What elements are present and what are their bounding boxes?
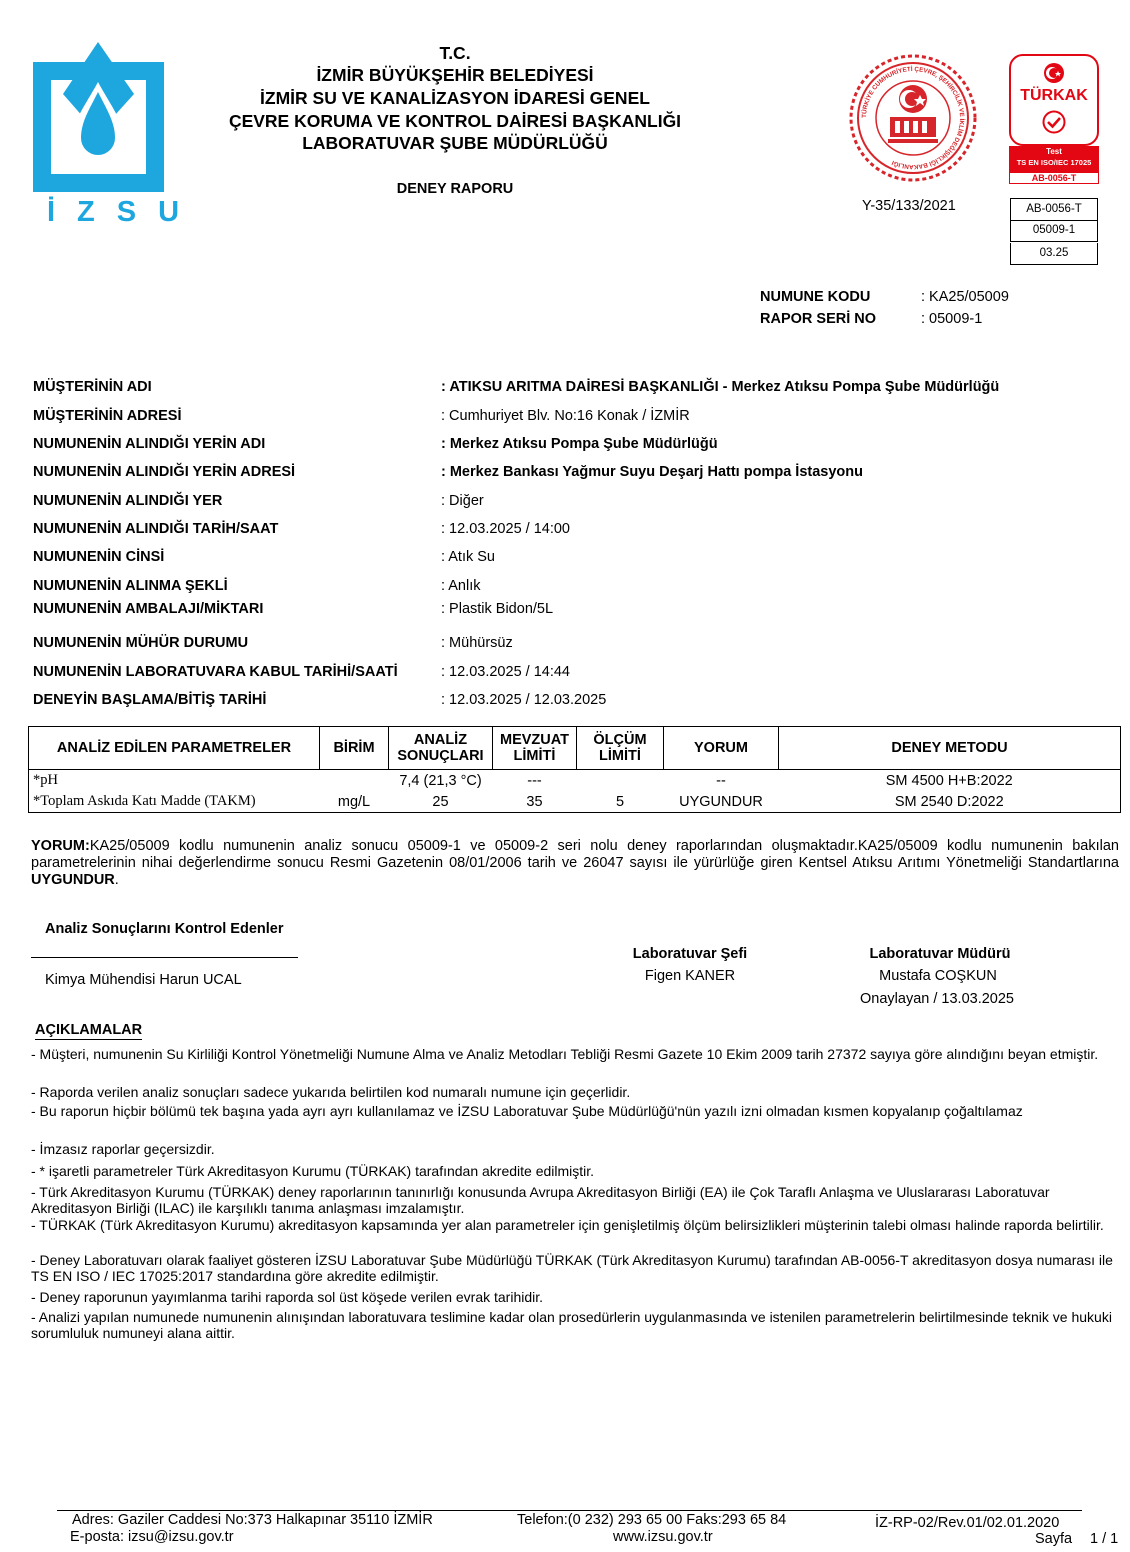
info-label: NUMUNENİN LABORATUVARA KABUL TARİHİ/SAATİ	[33, 664, 398, 680]
report-serial-value: : 05009-1	[921, 311, 983, 327]
explanation-item: - Bu raporun hiçbir bölümü tek başına yada ayrı ayrı kullanılamaz ve İZSU Laboratuvar Şube Müdürlüğü'nün yazılı izni olmadan kısmen kopyalanıp çoğaltılamaz	[31, 1103, 1023, 1119]
info-label: NUMUNENİN CİNSİ	[33, 549, 165, 565]
ministry-seal	[848, 53, 978, 183]
cell-method: SM 4500 H+B:2022	[885, 772, 1013, 789]
info-label: MÜŞTERİNİN ADI	[33, 379, 152, 395]
cell-measurement-limit: 5	[615, 793, 625, 810]
explanation-item: - Deney Laboratuvarı olarak faaliyet gösteren İZSU Laboratuvar Şube Müdürlüğü TÜRKAK (Türk Akreditasyon Kurumu) tarafından AB-0056-T akreditasyon dosya numarası ile TS EN ISO / IEC 17025:2017 standardına göre akredite edilmiştir.	[31, 1252, 1113, 1284]
approval-date: Onaylayan / 13.03.2025	[860, 991, 1014, 1007]
footer-divider	[57, 1510, 1082, 1511]
controllers-divider	[31, 957, 298, 958]
explanation-item: - Analizi yapılan numunede numunenin alınışından laboratuvara teslimine kadar olan prosedürlerin uygulanmasında ve istenilen parametrelerin belirtilmesinde teknik ve hukuki sorumluluk numuneyi alana aittir.	[31, 1309, 1112, 1341]
explanation-item: - TÜRKAK (Türk Akreditasyon Kurumu) akreditasyon kapsamında yer alan parametreler için genişletilmiş ölçüm belirsizlikleri müşterinin talebi olması halinde raporda belirtilir.	[31, 1217, 1104, 1233]
col-measurement-limit: ÖLÇÜM LİMİTİ	[577, 727, 664, 770]
col-results: ANALİZ SONUÇLARI	[389, 727, 493, 770]
cell-method: SM 2540 D:2022	[894, 793, 1004, 810]
comment-label: YORUM:	[31, 838, 90, 854]
serial-code-box: 05009-1	[1010, 220, 1098, 242]
controller-name: Kimya Mühendisi Harun UCAL	[45, 972, 242, 988]
accreditation-code-box: AB-0056-T	[1010, 198, 1098, 221]
footer-phone: Telefon:(0 232) 293 65 00 Faks:293 65 84	[517, 1512, 787, 1528]
footer-doc-code: İZ-RP-02/Rev.01/02.01.2020	[875, 1515, 1060, 1531]
info-value: : Merkez Bankası Yağmur Suyu Deşarj Hattı pompa İstasyonu	[441, 464, 863, 480]
header-line-5: LABORATUVAR ŞUBE MÜDÜRLÜĞÜ	[302, 133, 608, 153]
controllers-title: Analiz Sonuçlarını Kontrol Edenler	[45, 921, 284, 937]
info-label: NUMUNENİN ALINDIĞI TARİH/SAAT	[33, 521, 279, 537]
seal-ring-text	[848, 53, 978, 183]
header-line-2: İZMİR BÜYÜKŞEHİR BELEDİYESİ	[316, 65, 594, 85]
cell-parameter: *pH	[33, 772, 58, 788]
svg-text:TÜRKİYE CUMHURİYETİ ÇEVRE, ŞEH	[859, 65, 966, 170]
info-value: : Cumhuriyet Blv. No:16 Konak / İZMİR	[441, 408, 690, 424]
info-label: NUMUNENİN ALINDIĞI YER	[33, 493, 223, 509]
info-value: : ATIKSU ARITMA DAİRESİ BAŞKANLIĞI - Merkez Atıksu Pompa Şube Müdürlüğü	[441, 379, 1000, 395]
footer-address: Adres: Gaziler Caddesi No:373 Halkapınar 35110 İZMİR	[72, 1512, 433, 1528]
checkmark-icon	[1042, 110, 1066, 134]
info-label: NUMUNENİN ALINMA ŞEKLİ	[33, 578, 228, 594]
col-comment: YORUM	[664, 727, 779, 770]
footer-page-label: Sayfa	[1035, 1531, 1073, 1547]
cell-comment: --	[716, 772, 726, 789]
col-method: DENEY METODU	[779, 727, 1121, 770]
turkak-standard: TS EN ISO/IEC 17025	[1016, 158, 1092, 167]
col-regulation-limit: MEVZUAT LİMİTİ	[493, 727, 577, 770]
header-line-3: İZMİR SU VE KANALİZASYON İDARESİ GENEL	[260, 88, 650, 108]
explanation-item: - * işaretli parametreler Türk Akreditasyon Kurumu (TÜRKAK) tarafından akredite edilmiştir.	[31, 1163, 595, 1179]
info-label: NUMUNENİN AMBALAJI/MİKTARI	[33, 601, 264, 617]
cell-unit	[320, 770, 389, 792]
manager-title: Laboratuvar Müdürü	[869, 946, 1011, 962]
cell-measurement-limit	[577, 770, 664, 792]
comment-text: KA25/05009 kodlu numunenin analiz sonucu 05009-1 ve 05009-2 seri nolu deney raporlarından oluşmaktadır.KA25/05009 kodlu numunenin bakılan parametrelerinin nihai değerlendirme sonucu Resmi Gazetenin 08/01/2006 tarih ve 26047 sayısı ile yürürlüğe giren Kentsel Atıksu Arıtımı Yönetmeliği Standartlarına	[31, 838, 1119, 871]
explanation-item: - Deney raporunun yayımlanma tarihi raporda sol üst köşede verilen evrak tarihidir.	[31, 1289, 544, 1305]
info-value: : 12.03.2025 / 14:00	[441, 521, 570, 537]
col-unit: BİRİM	[320, 727, 389, 770]
sample-code-label: NUMUNE KODU	[760, 289, 871, 305]
info-value: : Diğer	[441, 493, 484, 509]
header-line-4: ÇEVRE KORUMA VE KONTROL DAİRESİ BAŞKANLIĞI	[228, 111, 682, 131]
crescent-star-icon	[1043, 62, 1065, 84]
info-label: NUMUNENİN ALINDIĞI YERİN ADRESİ	[33, 464, 296, 480]
cell-comment: UYGUNDUR	[679, 793, 763, 810]
info-value: : 12.03.2025 / 12.03.2025	[441, 692, 607, 708]
info-value: : Merkez Atıksu Pompa Şube Müdürlüğü	[441, 436, 718, 452]
col-parameters: ANALİZ EDİLEN PARAMETRELER	[29, 727, 320, 770]
chief-title: Laboratuvar Şefi	[632, 946, 748, 962]
table-row	[29, 770, 1121, 792]
header-line-1: T.C.	[439, 43, 471, 63]
results-table	[28, 726, 1121, 813]
logo-text: İZSU	[47, 196, 202, 228]
info-value: : Atık Su	[441, 549, 495, 565]
results-body	[29, 770, 1121, 813]
turkak-code: AB-0056-T	[1009, 172, 1099, 184]
info-label: NUMUNENİN ALINDIĞI YERİN ADI	[33, 436, 266, 452]
info-value: : Plastik Bidon/5L	[441, 601, 554, 617]
chief-name: Figen KANER	[644, 968, 736, 984]
turkak-badge	[1009, 54, 1099, 184]
explanation-item: - Müşteri, numunenin Su Kirliliği Kontrol Yönetmeliği Numune Alma ve Analiz Metodları Tebliği Resmi Gazete 10 Ekim 2009 tarih 27372 sayıya göre alındığını beyan etmiştir.	[31, 1046, 1099, 1062]
info-label: DENEYİN BAŞLAMA/BİTİŞ TARİHİ	[33, 692, 267, 708]
turkak-brand: TÜRKAK	[1020, 87, 1088, 104]
footer-email: E-posta: izsu@izsu.gov.tr	[70, 1529, 234, 1545]
info-label: NUMUNENİN MÜHÜR DURUMU	[33, 635, 249, 651]
comment-verdict: UYGUNDUR	[31, 872, 115, 888]
cell-regulation-limit: 35	[526, 793, 543, 810]
turkak-sub: Test	[1046, 147, 1062, 156]
cell-parameter: *Toplam Askıda Katı Madde (TAKM)	[33, 793, 256, 809]
date-code-box: 03.25	[1010, 243, 1098, 265]
info-value: : 12.03.2025 / 14:44	[441, 664, 570, 680]
info-value: : Anlık	[441, 578, 481, 594]
comment-block	[31, 838, 1119, 889]
explanation-item: - Türk Akreditasyon Kurumu (TÜRKAK) deney raporlarının tanınırlığı konusunda Avrupa Akreditasyon Birliği (EA) ile Çok Taraflı Anlaşma ve Uluslararası Laboratuvar Akreditasyon Birliği (ILAC) ile karşılıklı tanıma anlaşması imzalamıştır.	[31, 1184, 1050, 1216]
cell-regulation-limit: ---	[527, 772, 542, 789]
report-title: DENEY RAPORU	[396, 181, 514, 197]
comment-end: .	[114, 872, 119, 888]
cell-result: 7,4 (21,3 °C)	[399, 772, 482, 789]
info-label: MÜŞTERİNİN ADRESİ	[33, 408, 182, 424]
izsu-logo	[33, 42, 202, 228]
report-serial-label: RAPOR SERİ NO	[760, 311, 877, 327]
footer-website: www.izsu.gov.tr	[613, 1529, 713, 1545]
info-value: : Mühürsüz	[441, 635, 513, 651]
explanation-item: - Raporda verilen analiz sonuçları sadece yukarıda belirtilen kod numaralı numune için geçerlidir.	[31, 1084, 631, 1100]
seal-code: Y-35/133/2021	[862, 198, 956, 214]
table-row	[29, 791, 1121, 813]
explanation-item: - İmzasız raporlar geçersizdir.	[31, 1141, 215, 1157]
sample-code-value: : KA25/05009	[921, 289, 1009, 305]
seal-text: TÜRKİYE CUMHURİYETİ ÇEVRE, ŞEHİRCİLİK VE İKLİM DEĞİŞİKLİĞİ BAKANLIĞI	[860, 65, 966, 171]
cell-unit: mg/L	[337, 793, 371, 810]
results-header-row	[29, 727, 1121, 770]
explanations-title: AÇIKLAMALAR	[35, 1022, 143, 1038]
footer-page-value: 1 / 1	[1090, 1531, 1119, 1547]
manager-name: Mustafa COŞKUN	[879, 968, 997, 984]
cell-result: 25	[432, 793, 449, 810]
